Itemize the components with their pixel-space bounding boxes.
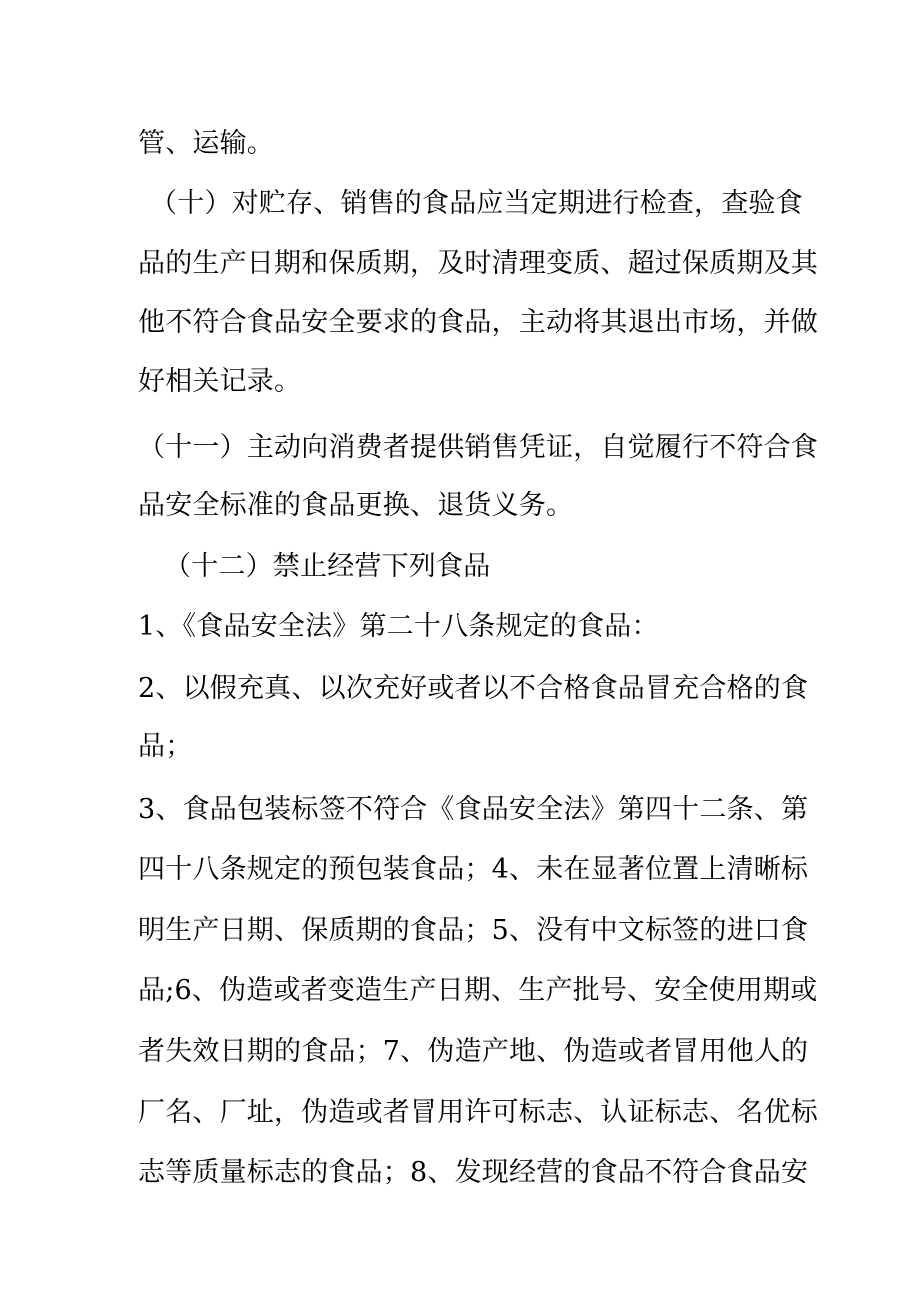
text-line-6: （十一）主动向消费者提供销售凭证，自觉履行不符合食 [138, 432, 818, 463]
text-line-8: （十二）禁止经营下列食品 [164, 551, 491, 582]
text-line-13: 四十八条规定的预包装食品；4、未在显著位置上清晰标 [138, 854, 809, 885]
text-line-15: 品;6、伪造或者变造生产日期、生产批号、安全使用期或 [138, 975, 818, 1006]
text-line-1: 管、运输。 [138, 128, 274, 159]
text-line-14: 明生产日期、保质期的食品；5、没有中文标签的进口食 [138, 915, 809, 946]
text-line-5: 好相关记录。 [138, 366, 302, 397]
text-line-2: （十）对贮存、销售的食品应当定期进行检查，查验食 [150, 188, 803, 219]
text-line-3: 品的生产日期和保质期，及时清理变质、超过保质期及其 [138, 248, 818, 279]
text-line-10: 2、以假充真、以次充好或者以不合格食品冒充合格的食 [138, 673, 809, 704]
text-line-18: 志等质量标志的食品；8、发现经营的食品不符合食品安 [138, 1157, 809, 1188]
text-line-4: 他不符合食品安全要求的食品，主动将其退出市场，并做 [138, 307, 818, 338]
text-line-17: 厂名、厂址，伪造或者冒用许可标志、认证标志、名优标 [138, 1097, 818, 1128]
text-line-9: 1、《食品安全法》第二十八条规定的食品： [138, 611, 659, 642]
text-line-11: 品； [138, 731, 193, 762]
text-line-7: 品安全标准的食品更换、退货义务。 [138, 490, 574, 521]
text-line-12: 3、食品包装标签不符合《食品安全法》第四十二条、第 [138, 794, 809, 825]
text-line-16: 者失效日期的食品；7、伪造产地、伪造或者冒用他人的 [138, 1036, 809, 1067]
